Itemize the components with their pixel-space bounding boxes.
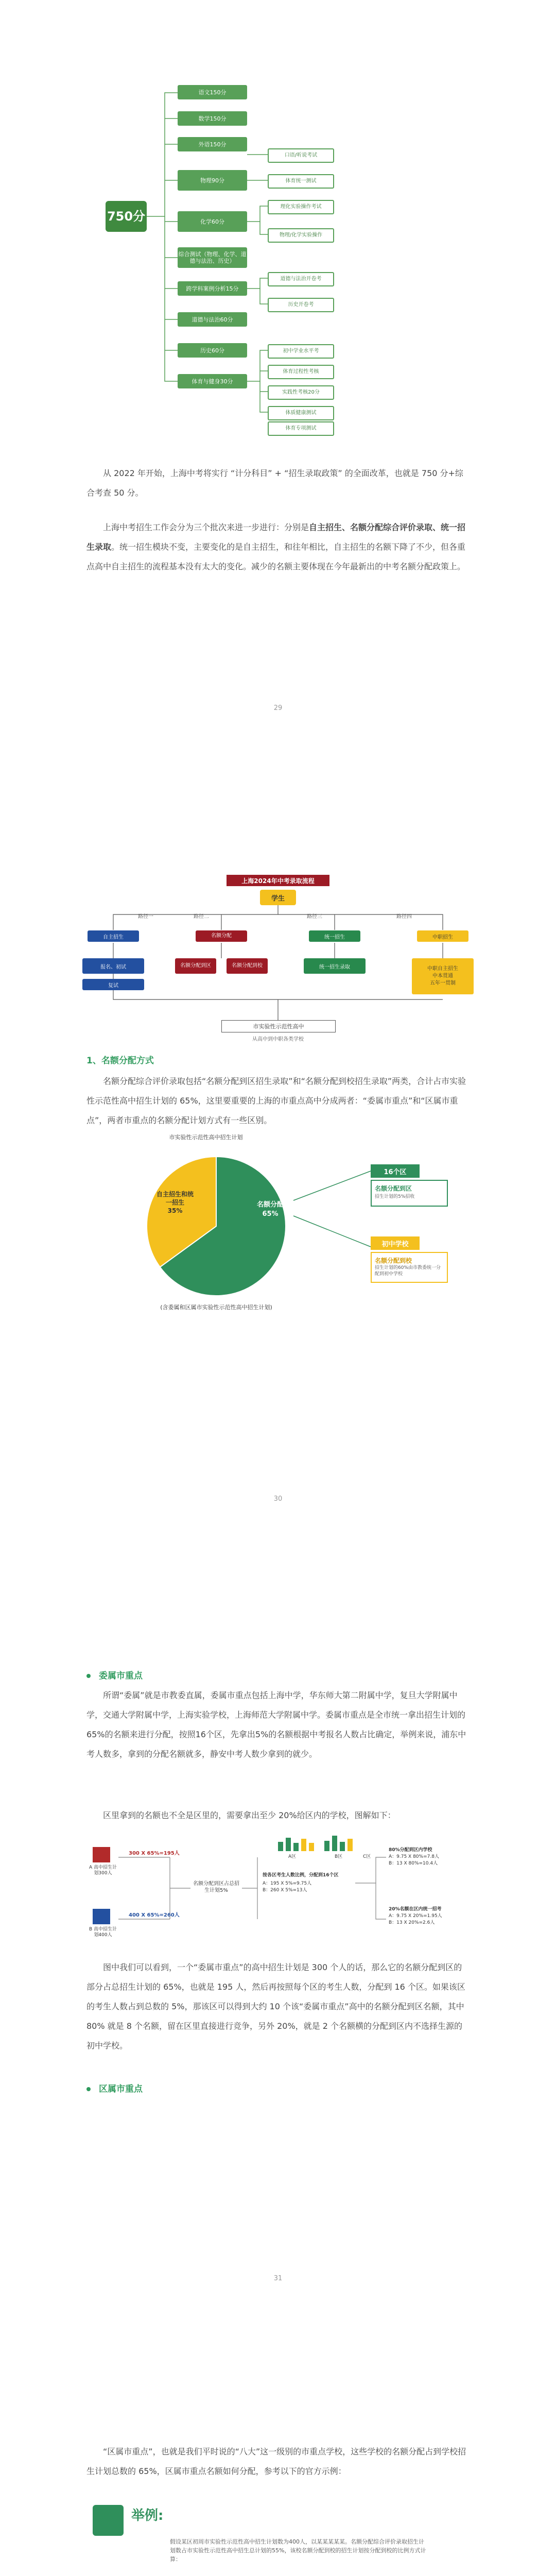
pie-callout-lines: [288, 1170, 376, 1273]
tree-root: 750分: [106, 201, 147, 232]
tree-sub: 体育专项测试: [268, 421, 334, 436]
share-row: A：9.75 X 20%=1.95人: [389, 1913, 442, 1919]
school-card: [371, 1252, 448, 1283]
section-title: 1、名额分配方式: [86, 1056, 154, 1066]
share-row: B：13 X 20%=2.6人: [389, 1920, 435, 1925]
district-card: [371, 1180, 448, 1207]
flow-track: 自主招生: [88, 930, 139, 942]
school-a-icon: [93, 1847, 110, 1862]
pie-small-label: [154, 1190, 196, 1215]
bullet-title: 委属市重点: [99, 1671, 143, 1681]
teacher-icon: [93, 2505, 124, 2536]
district-row: A：195 X 5%=9.75人: [263, 1881, 312, 1886]
tree-branch: 体育与健身30分: [178, 374, 247, 388]
pie-top-label: 市实验性示范性高中招生计划: [169, 1134, 243, 1141]
tree-branch: 数学150分: [178, 111, 247, 126]
tree-sub: 实践性考核20分: [268, 385, 334, 400]
page-number: 30: [273, 1495, 283, 1503]
pie-small-value: 35%: [167, 1207, 183, 1214]
paragraph-district-share: 区里拿到的名额也不全是区里的，需要拿出至少 20%给区内的学校，图解如下：: [103, 1810, 396, 1820]
tree-branch: 外语150分: [178, 137, 247, 151]
text: 。统一招生模块不变，主要变化的是自主招生，和往年相比，自主招生的名额下降了不少，但各重点高中自主招生的流程基本没有太大的变化。减少的名额主要体现在今年最新出的中考名额分配政策上。: [86, 542, 466, 571]
bullet-heading-commission: [86, 1668, 143, 1681]
tree-branch: 综合测试（物理、化学、道德与法治、历史）: [178, 247, 247, 268]
district-card-desc: 招生计划的5%招收: [375, 1194, 415, 1199]
flow-step: 报名、初试: [82, 958, 144, 974]
page-number: 29: [273, 704, 283, 712]
district-row: B：260 X 5%=13人: [263, 1888, 307, 1893]
bullet-dot-icon: [86, 1674, 91, 1678]
example-title: 举例:: [131, 2508, 164, 2523]
district-name-c: C区: [363, 1854, 371, 1859]
tree-branch: 化学60分: [178, 211, 247, 232]
share-row: A：9.75 X 80%=7.8人: [389, 1854, 439, 1859]
paragraph-quota: 名额分配综合评价录取包括“名额分配到区招生录取”和“名额分配到校招生录取”两类，合计占市实验性示范性高中招生计划的 65%，这里要重要的上海的市重点高中分成两者：“委属市重点”和“区属市重点”，两者市重点的名额分配计划方式有一些区别。: [86, 1076, 466, 1125]
district-name-a: A区: [288, 1854, 297, 1859]
school-b-icon: [93, 1909, 110, 1924]
tree-sub: 历史开卷考: [268, 298, 334, 312]
tree-sub: 物理/化学实验操作: [268, 228, 334, 243]
pie-small-name: 自主招生和统一招生: [156, 1191, 194, 1206]
tree-branch: 语文150分: [178, 85, 247, 99]
flow-connectors: [0, 871, 556, 1041]
district-rows: [263, 1880, 311, 1894]
pie-big-name: 名额分配: [256, 1201, 284, 1209]
paragraph-batches: [86, 518, 467, 577]
tree-sub: 初中学业水平考: [268, 344, 334, 359]
flow-step: 五年一贯制: [430, 980, 456, 986]
flow-track: 中职招生: [417, 930, 468, 942]
tree-sub: 口语/听说考试: [268, 148, 334, 163]
tree-branch: 跨学科案例分析15分: [178, 281, 247, 296]
tree-sub: 体质健康测试: [268, 406, 334, 420]
tree-sub: 道德与法治开卷考: [268, 272, 334, 286]
district-note: 按各区考生人数比例，分配到16个区: [263, 1873, 339, 1878]
pie-big-value: 65%: [262, 1210, 279, 1218]
page-number: 31: [273, 2275, 283, 2282]
share-title: 20%名额在区内统一招考: [389, 1907, 442, 1912]
paragraph-intro: 从 2022 年开始，上海中考将实行 “计分科目” + “招生录取政策” 的全面改革，也就是 750 分+综合考查 50 分。: [86, 468, 463, 498]
flow-track: 名额分配: [196, 930, 247, 942]
flow-track: 统一招生: [309, 930, 360, 942]
pie-chart: [129, 1149, 304, 1303]
district-share-top: [389, 1847, 466, 1867]
flow-path-label: 路径一: [138, 914, 153, 920]
flow-vocational-box: [412, 958, 474, 994]
school-b-label: B 高中招生计划400人: [89, 1927, 117, 1938]
district-share-bottom: [389, 1906, 466, 1926]
school-card-desc: 招生计划的60%由市教委统一分配到初中学校: [375, 1265, 441, 1277]
paragraph-example-walkthrough: 图中我们可以看到，一个“委属市重点”的高中招生计划是 300 个人的话，那么它的名额分配到区的部分占总招生计划的 65%，也就是 195 人，然后再按照每个区的考生人数，分配到 16 个区。如果该区的考生人数占到总数的 5%，那该区可以得到大约 10 个该“委属市重点”高中的名额分配到区名额，其中 80% 就是 8 个名额，留在区里直接进行竞争，另外 20%，就是 2 个名额横的分配到区内不选择生源的初中学校。: [86, 1962, 465, 2050]
text-bold: 自主招生、名额分配综合评价录取、统一招生录取: [86, 522, 466, 552]
flow-footer: 市实验性示范性高中: [221, 1020, 336, 1032]
flow-bottom: 从高中到中职各类学校: [252, 1037, 304, 1042]
tree-branch: 历史60分: [178, 343, 247, 358]
flow-step: 名额分配到校: [227, 958, 268, 974]
example-body: 假设某区初周市实验性示范性高中招生计划数为400人，以某某某某某。名额分配综合评价录取招生计划数占市实验性示范性高中招生总计划的55%，该校名额分配到校的招生计划按分配到校的比例方式计算：: [170, 2538, 426, 2563]
tree-branch: 道德与法治60分: [178, 312, 247, 327]
tree-branch: 物理90分: [178, 170, 247, 191]
school-a-label: A 高中招生计划300人: [89, 1865, 117, 1876]
flow-step: 统一招生录取: [304, 958, 366, 974]
district-box: 16个区: [371, 1164, 420, 1178]
tree-sub: 体育统一测试: [268, 174, 334, 189]
school-box: 初中学校: [371, 1236, 420, 1250]
paragraph-commission: 所谓“委属”就是市教委直属，委属市重点包括上海中学，华东师大第二附属中学，复旦大学附属中学，交通大学附属中学，上海实验学校，上海师范大学附属中学。委属市重点是全市统一拿出招生计划的65%的名额来进行分配，按照16个区，先拿出5%的名额根据中考报名人数占比确定，举例来说，浦东中考人数多，拿到的分配名额就多，静安中考人数少拿到的就少。: [86, 1690, 466, 1759]
flow-path-label: 路径三: [307, 914, 322, 920]
bullet-heading-district: [86, 2081, 143, 2094]
share-title: 80%分配到区内学校: [389, 1848, 432, 1853]
pie-big-label: [247, 1200, 293, 1219]
calc-a: 300 X 65%=195人: [129, 1851, 180, 1856]
district-card-title: 名额分配到区: [375, 1185, 412, 1192]
school-card-title: 名额分配到校: [375, 1257, 412, 1264]
flow-path-label: 路径二: [194, 914, 209, 920]
district-name-b: B区: [335, 1854, 343, 1859]
calc-b: 400 X 65%=260人: [129, 1912, 180, 1918]
pie-bottom-label: (含委属和区属市实验性示范性高中招生计划): [160, 1304, 272, 1311]
flow-step: 中本贯通: [432, 973, 453, 979]
text: 上海中考招生工作会分为三个批次来进一步进行：分别是: [103, 522, 309, 532]
bullet-title: 区属市重点: [99, 2084, 143, 2094]
flow-path-label: 路径四: [396, 914, 412, 920]
paragraph-district-key: “区属市重点”，也就是我们平时说的“八大”这一级别的市重点学校，这些学校的名额分配占到学校招生计划总数的 65%，区属市重点名额如何分配，参考以下的官方示例：: [86, 2447, 466, 2476]
flow-step: 复试: [82, 979, 144, 990]
allocation-center: 名额分配到区占总招生计划5%: [193, 1881, 239, 1893]
flow-step: 名额分配到区: [175, 958, 216, 974]
flow-student: 学生: [260, 890, 296, 905]
tree-sub: 体育过程性考核: [268, 365, 334, 379]
share-row: B：13 X 80%=10.4人: [389, 1861, 438, 1866]
flow-title: 上海2024年中考录取流程: [227, 875, 329, 886]
bullet-dot-icon: [86, 2087, 91, 2091]
flow-step: 中职自主招生: [427, 966, 458, 972]
tree-sub: 理化实验操作考试: [268, 200, 334, 214]
